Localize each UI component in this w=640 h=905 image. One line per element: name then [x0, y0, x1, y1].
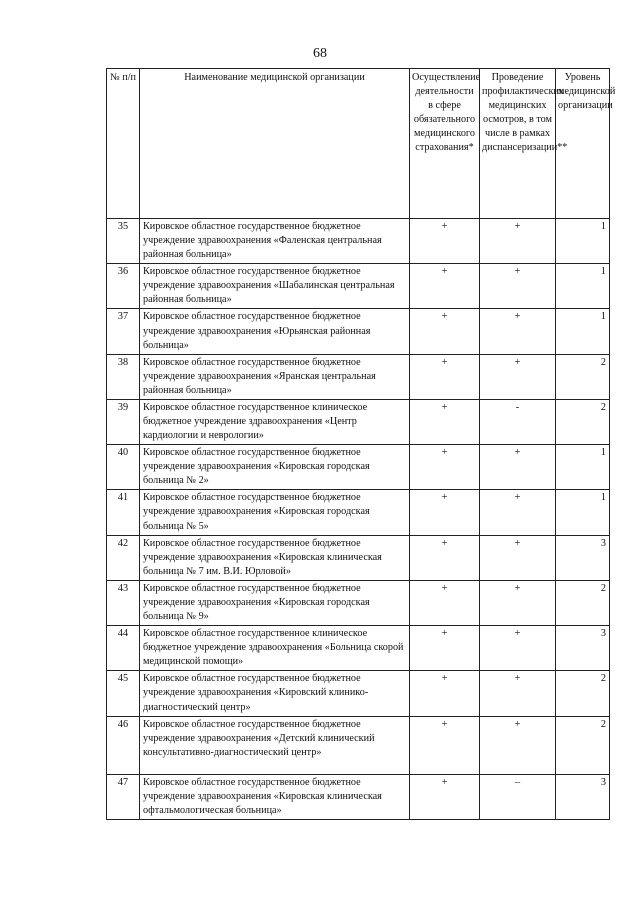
row-number: 47 — [107, 774, 140, 819]
prof-mark: + — [480, 580, 556, 625]
row-number: 44 — [107, 626, 140, 671]
oms-mark: + — [410, 445, 480, 490]
oms-mark: + — [410, 671, 480, 716]
oms-mark: + — [410, 535, 480, 580]
header-level: Уровень медицинской организации — [556, 69, 610, 219]
page-number: 68 — [313, 46, 327, 61]
organization-level: 1 — [556, 490, 610, 535]
prof-mark: + — [480, 535, 556, 580]
organization-name: Кировское областное государственное бюджетное учреждение здравоохранения «Яранская центральная районная больница» — [140, 354, 410, 399]
row-number: 45 — [107, 671, 140, 716]
row-number: 37 — [107, 309, 140, 354]
row-number: 43 — [107, 580, 140, 625]
row-number: 46 — [107, 716, 140, 774]
organization-name: Кировское областное государственное бюджетное учреждение здравоохранения «Детский клинический консультативно-диагностический центр» — [140, 716, 410, 774]
organization-level: 2 — [556, 354, 610, 399]
organization-name: Кировское областное государственное клиническое бюджетное учреждение здравоохранения «Центр кардиологии и неврологии» — [140, 399, 410, 444]
organization-level: 1 — [556, 264, 610, 309]
organization-level: 2 — [556, 399, 610, 444]
prof-mark: - — [480, 399, 556, 444]
header-oms: Осуществление деятельности в сфере обязательного медицинского страхования* — [410, 69, 480, 219]
prof-mark: + — [480, 219, 556, 264]
organization-name: Кировское областное государственное бюджетное учреждение здравоохранения «Шабалинская центральная районная больница» — [140, 264, 410, 309]
table-row — [107, 309, 610, 354]
header-name: Наименование медицинской организации — [140, 69, 410, 219]
row-number: 35 — [107, 219, 140, 264]
row-number: 39 — [107, 399, 140, 444]
table-row — [107, 535, 610, 580]
prof-mark: + — [480, 716, 556, 774]
prof-mark: + — [480, 626, 556, 671]
organization-level: 3 — [556, 626, 610, 671]
organization-level: 1 — [556, 219, 610, 264]
organization-level: 3 — [556, 774, 610, 819]
table-row — [107, 490, 610, 535]
organization-level: 1 — [556, 309, 610, 354]
table-row — [107, 671, 610, 716]
table-row — [107, 716, 610, 774]
prof-mark: + — [480, 309, 556, 354]
prof-mark: + — [480, 490, 556, 535]
organization-name: Кировское областное государственное бюджетное учреждение здравоохранения «Кировская городская больница № 9» — [140, 580, 410, 625]
table-header-row — [107, 69, 610, 219]
organization-name: Кировское областное государственное бюджетное учреждение здравоохранения «Кировская клиническая больница № 7 им. В.И. Юрловой» — [140, 535, 410, 580]
oms-mark: + — [410, 399, 480, 444]
row-number: 40 — [107, 445, 140, 490]
organization-level: 2 — [556, 580, 610, 625]
oms-mark: + — [410, 580, 480, 625]
table-row — [107, 580, 610, 625]
table-row — [107, 445, 610, 490]
oms-mark: + — [410, 309, 480, 354]
table-row — [107, 399, 610, 444]
prof-mark: – — [480, 774, 556, 819]
row-number: 41 — [107, 490, 140, 535]
prof-mark: + — [480, 445, 556, 490]
oms-mark: + — [410, 716, 480, 774]
row-number: 42 — [107, 535, 140, 580]
prof-mark: + — [480, 671, 556, 716]
organization-level: 2 — [556, 671, 610, 716]
organization-level: 3 — [556, 535, 610, 580]
organization-level: 1 — [556, 445, 610, 490]
oms-mark: + — [410, 264, 480, 309]
prof-mark: + — [480, 264, 556, 309]
oms-mark: + — [410, 626, 480, 671]
organization-name: Кировское областное государственное бюджетное учреждение здравоохранения «Кировская городская больница № 2» — [140, 445, 410, 490]
row-number: 36 — [107, 264, 140, 309]
oms-mark: + — [410, 490, 480, 535]
table-row — [107, 354, 610, 399]
organization-level: 2 — [556, 716, 610, 774]
organization-name: Кировское областное государственное бюджетное учреждение здравоохранения «Кировский клинико-диагностический центр» — [140, 671, 410, 716]
table-body — [107, 219, 610, 820]
table-row — [107, 264, 610, 309]
organization-name: Кировское областное государственное бюджетное учреждение здравоохранения «Кировская клиническая офтальмологическая больница» — [140, 774, 410, 819]
medical-organizations-table — [106, 68, 616, 820]
table-row — [107, 626, 610, 671]
oms-mark: + — [410, 774, 480, 819]
row-number: 38 — [107, 354, 140, 399]
oms-mark: + — [410, 354, 480, 399]
organization-name: Кировское областное государственное бюджетное учреждение здравоохранения «Фаленская центральная районная больница» — [140, 219, 410, 264]
organization-name: Кировское областное государственное бюджетное учреждение здравоохранения «Кировская городская больница № 5» — [140, 490, 410, 535]
table-row — [107, 219, 610, 264]
organization-name: Кировское областное государственное бюджетное учреждение здравоохранения «Юрьянская районная больница» — [140, 309, 410, 354]
organization-name: Кировское областное государственное клиническое бюджетное учреждение здравоохранения «Больница скорой медицинской помощи» — [140, 626, 410, 671]
oms-mark: + — [410, 219, 480, 264]
header-prof: Проведение профилактических медицинских осмотров, в том числе в рамках диспансеризации** — [480, 69, 556, 219]
prof-mark: + — [480, 354, 556, 399]
header-num: № п/п — [107, 69, 140, 219]
table-row — [107, 774, 610, 819]
